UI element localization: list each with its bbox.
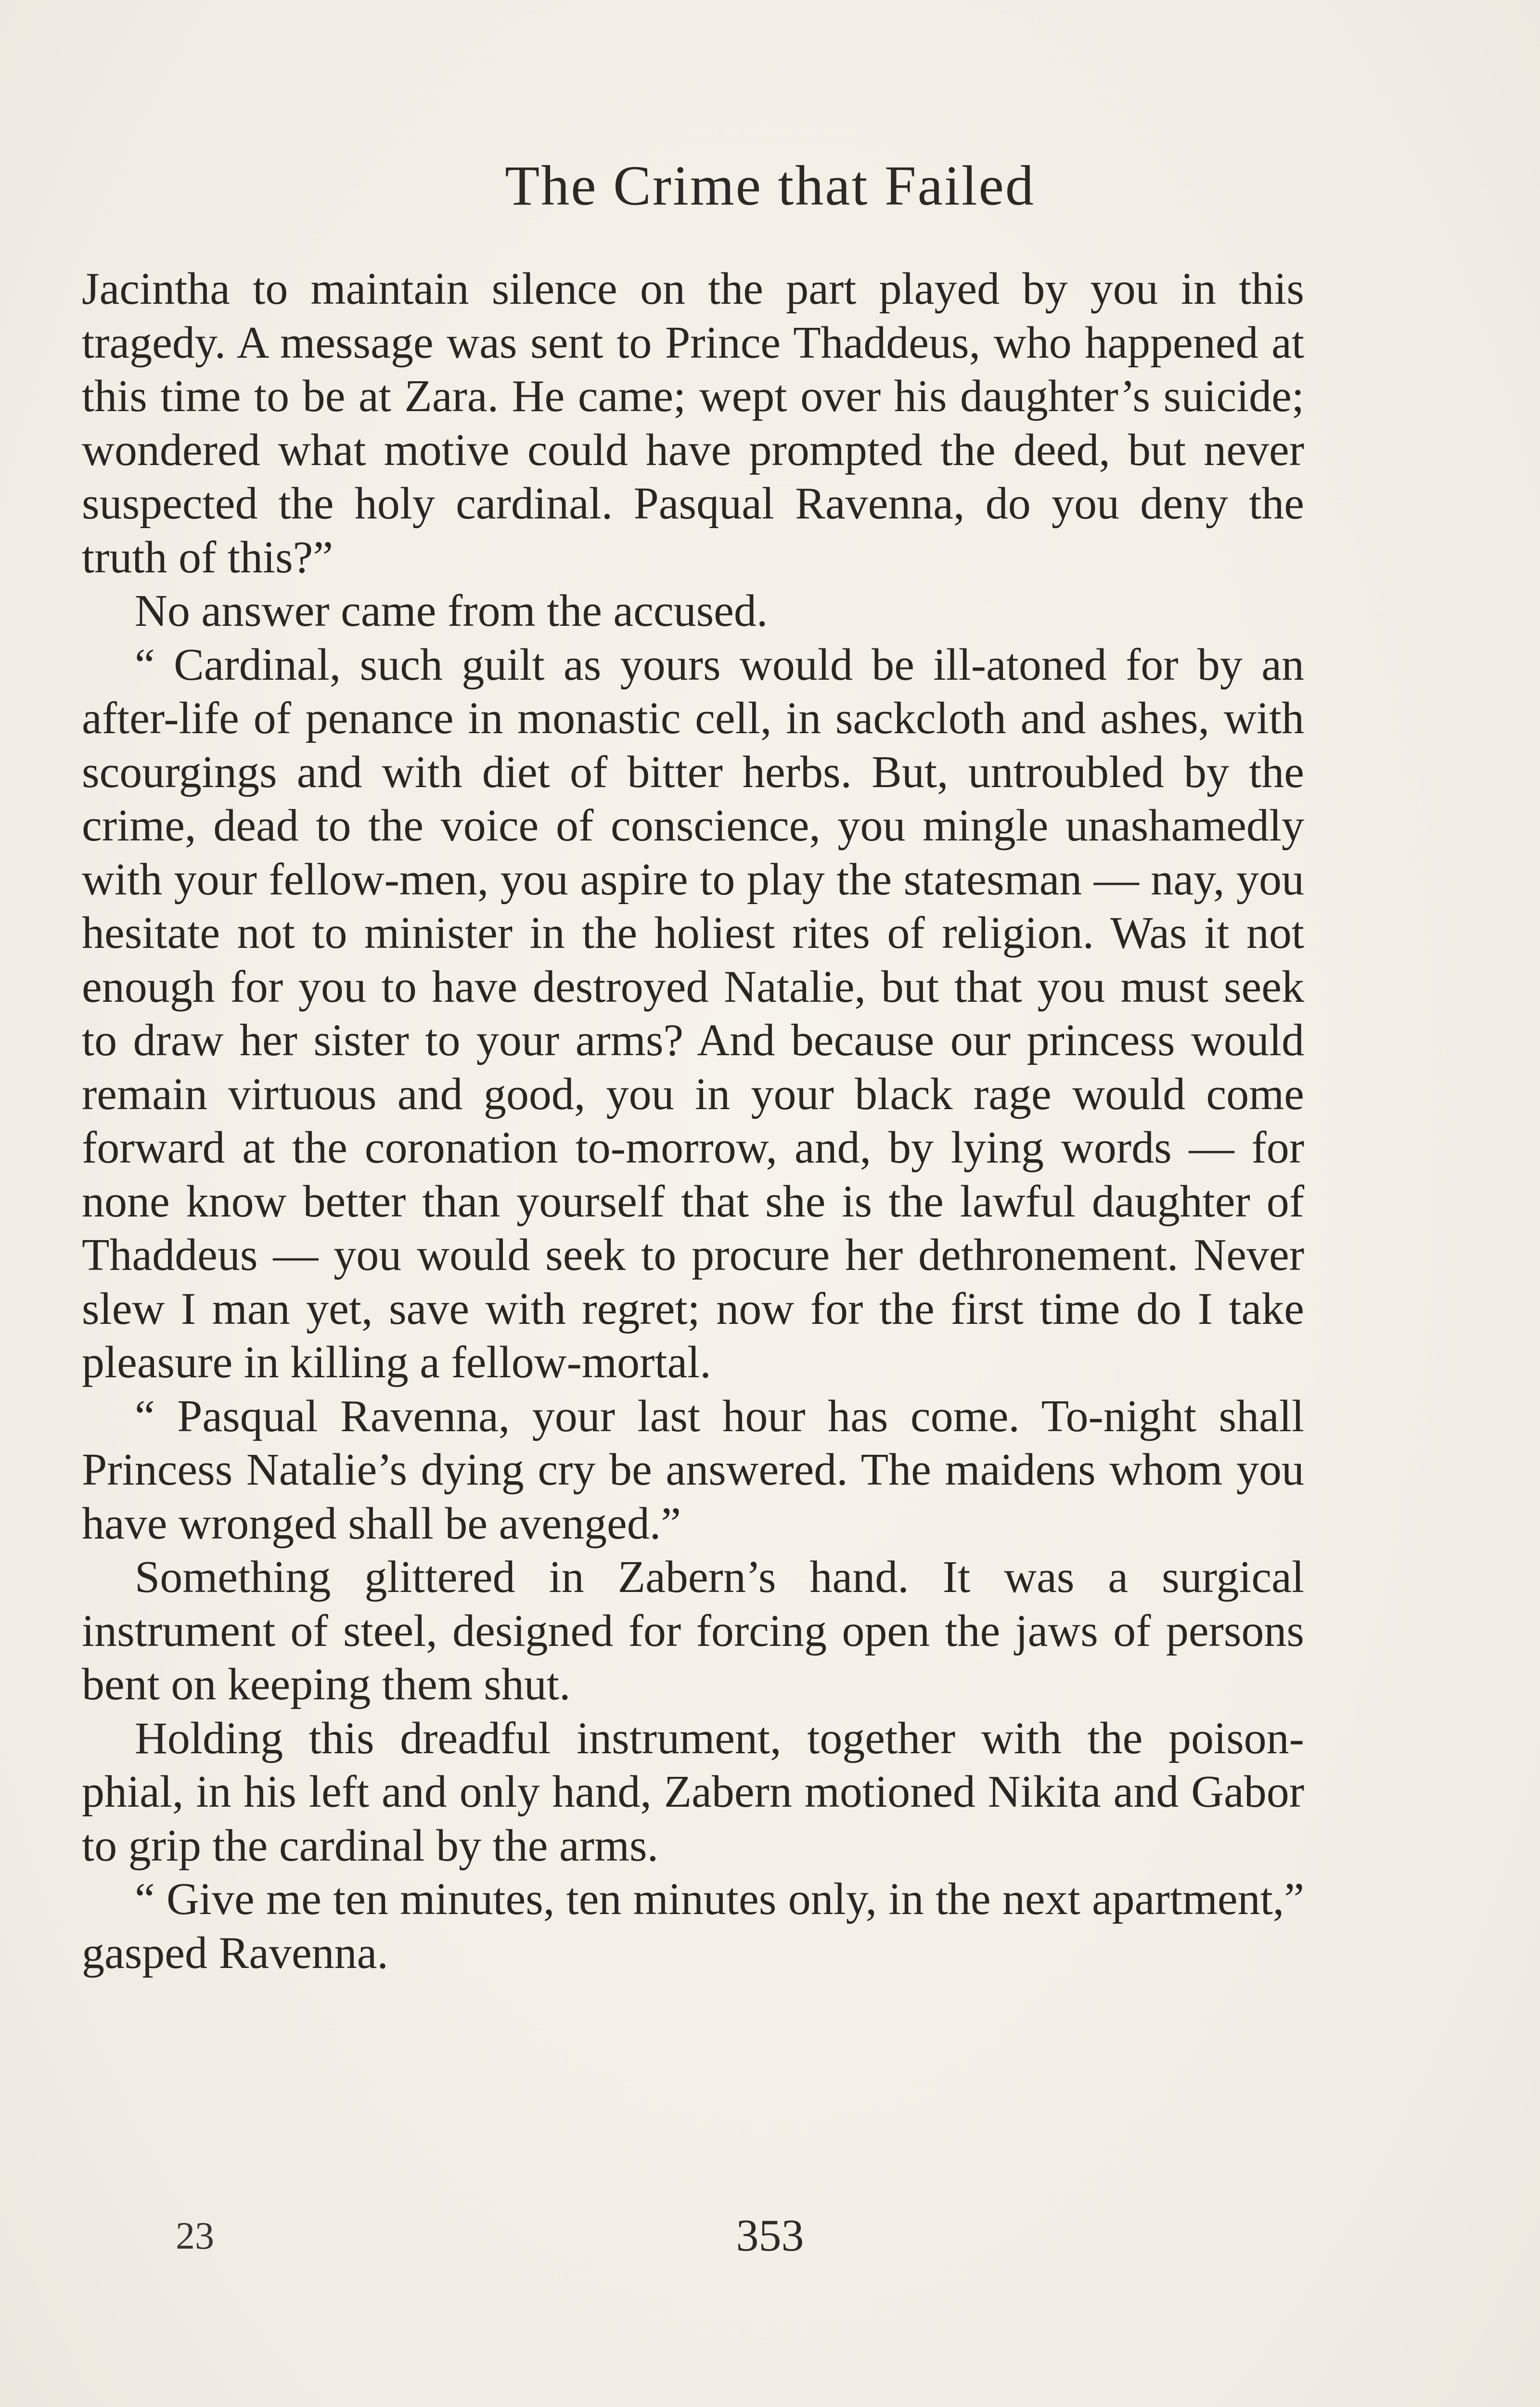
paragraph-1: Jacintha to maintain silence on the part played by you in this tragedy. A message was sent to Prince Thaddeus, who happened at this time to be at Zara. He came; wept over his daughter’s suicide; wondered what motive could have prompted the deed, but never suspected the holy cardinal. Pasqual Ravenna, do you deny the truth of this?”	[82, 264, 1304, 582]
page-number: 353	[736, 2211, 804, 2261]
paragraph-6: Holding this dreadful instrument, together with the poison-phial, in his left and only hand, Zabern motioned Nikita and Gabor to grip the cardinal by the arms.	[82, 1713, 1304, 1871]
paragraph-2: No answer came from the accused.	[135, 586, 768, 636]
signature-mark: 23	[176, 2215, 214, 2257]
paragraph-4: “ Pasqual Ravenna, your last hour has come. To-night shall Princess Natalie’s dying cry be answered. The maidens whom you have wronged shall be avenged.”	[82, 1391, 1304, 1549]
paragraph-5: Something glittered in Zabern’s hand. It was a surgical instrument of steel, designed for forcing open the jaws of persons bent on keeping them shut.	[82, 1552, 1304, 1709]
paragraph-7: “ Give me ten minutes, ten minutes only, in the next apartment,” gasped Ravenna.	[82, 1874, 1304, 1978]
paragraph-3: “ Cardinal, such guilt as yours would be ill-atoned for by an after-life of penance in monastic cell, in sackcloth and ashes, with scourgings and with diet of bitter herbs. But, untroubled by the crime, dead to the voice of conscience, you mingle unashamedly with your fellow-men, you aspire to play the statesman — nay, you hesitate not to minister in the holiest rites of religion. Was it not enough for you to have destroyed Natalie, but that you must seek to draw her sister to your arms? And because our princess would remain virtuous and good, you in your black rage would come forward at the coronation to-morrow, and, by lying words — for none know better than yourself that she is the lawful daughter of Thaddeus — you would seek to procure her dethronement. Never slew I man yet, save with regret; now for the first time do I take pleasure in killing a fellow-mortal.	[82, 639, 1304, 1387]
body-text	[82, 262, 1304, 1980]
running-title: The Crime that Failed	[505, 154, 1035, 217]
